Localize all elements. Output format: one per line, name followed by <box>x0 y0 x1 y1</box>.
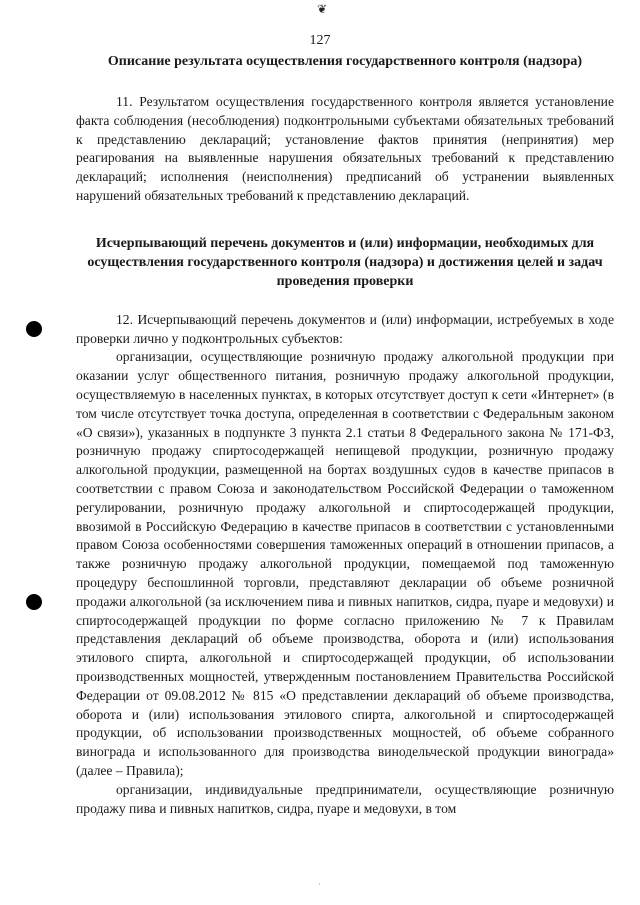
paragraph-12: 12. Исчерпывающий перечень документов и (или) информации, истребуемых в ходе проверки лично у подконтрольных субъектов: <box>76 311 614 346</box>
section-heading: Описание результата осуществления государственного контроля (надзора) <box>107 54 583 69</box>
paragraph-11: 11. Результатом осуществления государственного контроля является установление факта соблюдения (несоблюдения) подконтрольными субъектами обязательных требований к представлению деклараций; установление фактов принятия (непринятия) мер реагирования на выявленные нарушения обязательных требований к представлению деклараций; исполнения (неисполнения) предписаний об устранении выявленных нарушений обязательных требований к представлению деклараций. <box>76 94 614 203</box>
document-body <box>76 52 614 818</box>
paragraph-12-item: организации, индивидуальные предприниматели, осуществляющие розничную продажу пива и пивных напитков, сидра, пуаре и медовухи, в том <box>76 781 614 816</box>
punch-hole <box>26 321 42 337</box>
punch-hole <box>26 594 42 610</box>
scan-speck: · <box>318 880 321 889</box>
page-number: 127 <box>309 33 331 48</box>
section-heading: Исчерпывающий перечень документов и (или) информации, необходимых для осуществления государственного контроля (надзора) и достижения целей и задач проведения проверки <box>87 235 603 289</box>
scan-mark: ❦ <box>317 2 328 16</box>
paragraph-12-item: организации, осуществляющие розничную продажу алкогольной продукции при оказании услуг общественного питания, розничную продажу алкогольной продукции, осуществляемую в населенных пунктах, в которых отсутствует доступ к сети «Интернет» (в том числе отсутствует точка доступа, определенная в соответствии с Федеральным законом «О связи»), указанных в подпункте 3 пункта 2.1 статьи 8 Федерального закона № 171-ФЗ, розничную продажу спиртосодержащей непищевой продукции, розничную продажу алкогольной продукции, размещенной на бортах воздушных судов в качестве припасов в соответствии с правом Союза и законодательством Российской Федерации о таможенном регулировании, розничную продажу алкогольной и спиртосодержащей продукции, ввозимой в Российскую Федерацию в качестве припасов в соответствии с установленными правом Союза особенностями совершения таможенных операций в отношении припасов, а также розничную продажу алкогольной продукции, помещаемой под таможенную процедуру беспошлинной торговли, представляют декларации об объеме розничной продажи алкогольной (за исключением пива и пивных напитков, сидра, пуаре и медовухи) и спиртосодержащей продукции по форме согласно приложению № 7 к Правилам представления деклараций об объеме производства, оборота и (или) использования этилового спирта, алкогольной и спиртосодержащей продукции, об использовании производственных мощностей, утвержденным постановлением Правительства Российской Федерации от 09.08.2012 № 815 «О представлении деклараций об объеме производства, оборота и (или) использования этилового спирта, алкогольной и спиртосодержащей продукции, об использовании производственных мощностей, об объеме собранного винограда и использованного для производства винодельческой продукции винограда» (далее – Правила); <box>76 349 614 778</box>
